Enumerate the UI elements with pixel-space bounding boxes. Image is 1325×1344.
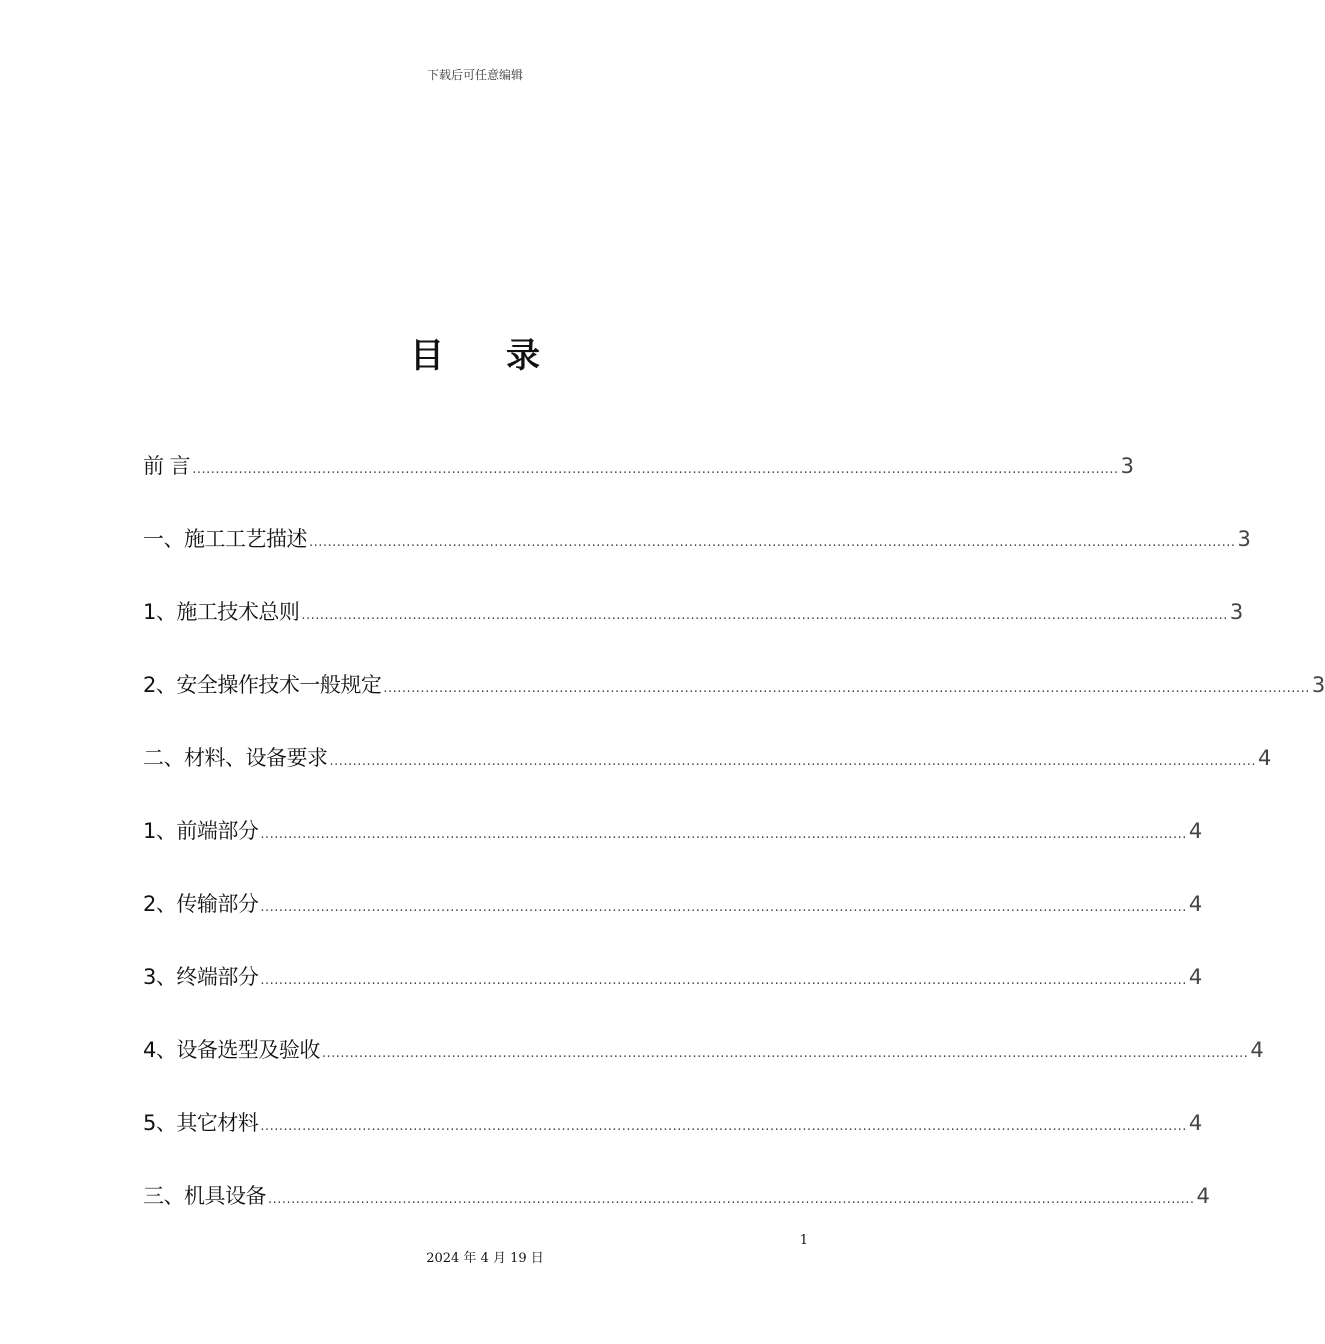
toc-entry[interactable] [143, 667, 1325, 740]
toc-leader-dots: ........................................................................................................................................................................................................ [268, 1192, 1195, 1207]
toc-entry-page: 3 [1120, 454, 1135, 478]
toc-entry-label: 4、设备选型及验收 [143, 1038, 320, 1062]
toc-entry-page: 3 [1237, 527, 1251, 551]
title-char-1: 目 [410, 336, 444, 376]
toc-leader-dots: ........................................................................................................................................................................................................ [301, 608, 1228, 623]
toc-entry-label: 前 言 [143, 454, 191, 478]
toc-leader-dots: ........................................................................................................................................................................................................ [260, 827, 1187, 842]
toc-entry-page: 4 [1257, 746, 1272, 770]
toc-entry-label: 2、安全操作技术一般规定 [143, 673, 382, 697]
toc-entry[interactable] [143, 1178, 1210, 1251]
toc-entry-label: 3、终端部分 [143, 965, 259, 989]
toc-entry-label: 1、前端部分 [143, 819, 259, 843]
toc-entry[interactable] [143, 1032, 1264, 1105]
header-note: 下载后可任意编辑 [426, 68, 523, 82]
toc-entry-page: 4 [1188, 892, 1203, 916]
toc-entry-page: 4 [1196, 1184, 1210, 1208]
toc-entry-page: 3 [1229, 600, 1244, 624]
toc-entry-page: 3 [1311, 673, 1325, 697]
toc-leader-dots: ........................................................................................................................................................................................................ [309, 535, 1236, 550]
toc-entry-page: 4 [1188, 965, 1203, 989]
toc-entry-label: 二、材料、设备要求 [143, 746, 328, 770]
toc-entry[interactable] [143, 521, 1251, 594]
toc-leader-dots: ........................................................................................................................................................................................................ [321, 1046, 1249, 1061]
toc-entry[interactable] [143, 959, 1203, 1032]
toc-entry-label: 2、传输部分 [143, 892, 259, 916]
toc-entry[interactable] [143, 594, 1244, 667]
toc-entry-page: 4 [1188, 1111, 1203, 1135]
toc-entry[interactable] [143, 1105, 1203, 1178]
page-number: 1 [799, 1233, 808, 1248]
toc-entry-page: 4 [1188, 819, 1203, 843]
toc-entry[interactable] [143, 813, 1203, 886]
toc-entry-label: 三、机具设备 [143, 1184, 266, 1208]
toc-entry[interactable] [143, 448, 1135, 521]
title-char-2: 录 [506, 336, 540, 376]
toc-leader-dots: ........................................................................................................................................................................................................ [260, 1119, 1187, 1134]
toc-leader-dots: ........................................................................................................................................................................................................ [383, 681, 1310, 696]
table-of-contents [143, 448, 1325, 1251]
toc-entry-label: 一、施工工艺描述 [143, 527, 307, 551]
toc-entry-page: 4 [1250, 1038, 1264, 1062]
toc-entry[interactable] [143, 886, 1203, 959]
toc-leader-dots: ........................................................................................................................................................................................................ [329, 754, 1256, 769]
footer-date: 2024 年 4 月 19 日 [426, 1251, 544, 1266]
toc-entry[interactable] [143, 740, 1272, 813]
toc-entry-label: 1、施工技术总则 [143, 600, 300, 624]
page-title [0, 328, 950, 377]
toc-entry-label: 5、其它材料 [143, 1111, 259, 1135]
toc-leader-dots: ........................................................................................................................................................................................................ [192, 462, 1119, 477]
toc-leader-dots: ........................................................................................................................................................................................................ [260, 900, 1187, 915]
toc-leader-dots: ........................................................................................................................................................................................................ [260, 973, 1187, 988]
